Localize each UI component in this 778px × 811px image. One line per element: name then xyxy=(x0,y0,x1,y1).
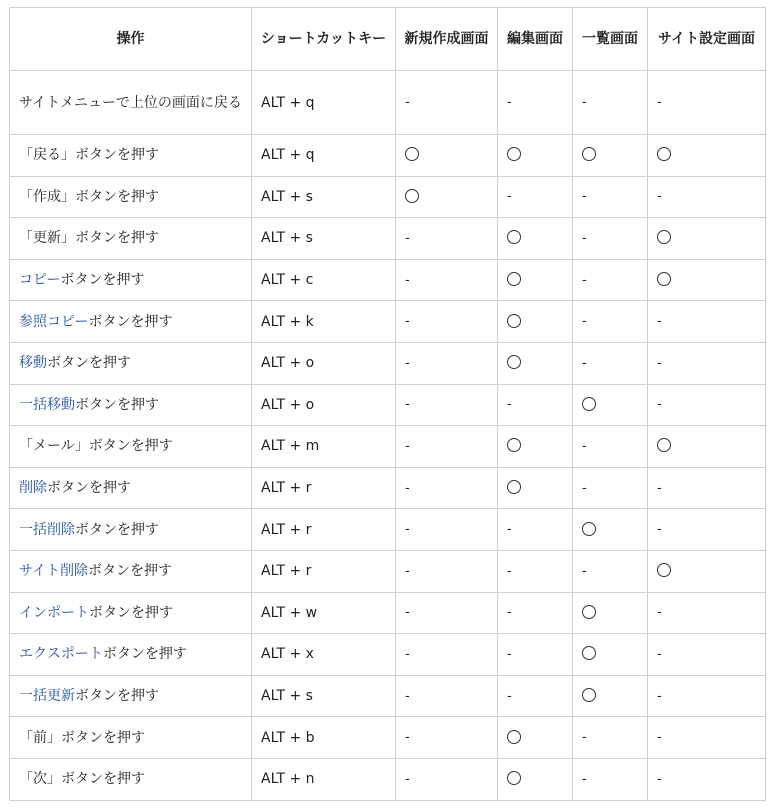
operation-cell xyxy=(10,758,252,800)
shortcut-key-cell: ALT + k xyxy=(252,301,396,343)
header-new-screen: 新規作成画面 xyxy=(396,8,498,71)
not-available-dash: - xyxy=(582,314,587,330)
site-settings-screen-cell xyxy=(648,342,766,384)
operation-text: 「前」ボタンを押す xyxy=(19,729,145,746)
new-screen-cell xyxy=(396,426,498,468)
not-available-dash: - xyxy=(582,272,587,288)
edit-screen-cell xyxy=(498,384,573,426)
not-available-dash: - xyxy=(657,355,662,371)
not-available-dash: - xyxy=(507,563,512,579)
operation-text: ボタンを押す xyxy=(60,272,145,289)
site-settings-screen-cell xyxy=(648,426,766,468)
list-screen-cell xyxy=(573,342,648,384)
operation-text: ボタンを押す xyxy=(47,480,131,497)
shortcut-key-cell: ALT + r xyxy=(252,550,396,592)
shortcut-key-table xyxy=(9,7,766,801)
operation-cell xyxy=(10,301,252,343)
operation-link[interactable]: 参照コピー xyxy=(19,313,89,330)
not-available-dash: - xyxy=(582,355,587,371)
list-screen-cell xyxy=(573,384,648,426)
site-settings-screen-cell xyxy=(648,301,766,343)
shortcut-key-cell: ALT + w xyxy=(252,592,396,634)
shortcut-key-cell: ALT + q xyxy=(252,135,396,177)
not-available-dash: - xyxy=(405,688,410,704)
operation-link[interactable]: コピー xyxy=(19,272,61,289)
edit-screen-cell xyxy=(498,634,573,676)
operation-text: ボタンを押す xyxy=(75,521,159,538)
available-circle-icon xyxy=(507,480,521,494)
site-settings-screen-cell xyxy=(648,218,766,260)
operation-link[interactable]: 一括削除 xyxy=(19,521,75,538)
not-available-dash: - xyxy=(405,563,410,579)
not-available-dash: - xyxy=(582,771,587,787)
not-available-dash: - xyxy=(405,522,410,538)
site-settings-screen-cell xyxy=(648,758,766,800)
operation-text: 「更新」ボタンを押す xyxy=(19,230,159,247)
edit-screen-cell xyxy=(498,301,573,343)
new-screen-cell xyxy=(396,550,498,592)
site-settings-screen-cell xyxy=(648,384,766,426)
available-circle-icon xyxy=(582,147,596,161)
shortcut-key-cell: ALT + m xyxy=(252,426,396,468)
not-available-dash: - xyxy=(657,646,662,662)
shortcut-key-cell: ALT + s xyxy=(252,218,396,260)
edit-screen-cell xyxy=(498,550,573,592)
not-available-dash: - xyxy=(507,95,512,110)
header-edit-screen: 編集画面 xyxy=(498,8,573,71)
table-row xyxy=(10,135,766,177)
new-screen-cell xyxy=(396,675,498,717)
table-body xyxy=(10,71,766,801)
new-screen-cell xyxy=(396,509,498,551)
new-screen-cell xyxy=(396,758,498,800)
available-circle-icon xyxy=(657,272,671,286)
not-available-dash: - xyxy=(657,314,662,330)
not-available-dash: - xyxy=(405,272,410,288)
site-settings-screen-cell xyxy=(648,675,766,717)
operation-link[interactable]: 一括更新 xyxy=(19,688,75,705)
edit-screen-cell xyxy=(498,342,573,384)
not-available-dash: - xyxy=(405,605,410,621)
not-available-dash: - xyxy=(405,230,410,246)
not-available-dash: - xyxy=(507,522,512,538)
shortcut-key-cell: ALT + q xyxy=(252,71,396,135)
site-settings-screen-cell xyxy=(648,176,766,218)
edit-screen-cell xyxy=(498,758,573,800)
shortcut-key-cell: ALT + b xyxy=(252,717,396,759)
operation-text: 「メール」ボタンを押す xyxy=(19,438,173,455)
new-screen-cell xyxy=(396,259,498,301)
edit-screen-cell xyxy=(498,467,573,509)
not-available-dash: - xyxy=(582,730,587,746)
shortcut-key-cell: ALT + o xyxy=(252,384,396,426)
operation-text: ボタンを押す xyxy=(88,563,173,580)
not-available-dash: - xyxy=(405,646,410,662)
operation-text: ボタンを押す xyxy=(89,604,173,621)
operation-text: 「作成」ボタンを押す xyxy=(19,188,159,205)
table-row xyxy=(10,550,766,592)
header-shortcut-key: ショートカットキー xyxy=(252,8,396,71)
available-circle-icon xyxy=(507,230,521,244)
list-screen-cell xyxy=(573,550,648,592)
not-available-dash: - xyxy=(657,480,662,496)
edit-screen-cell xyxy=(498,259,573,301)
operation-text: ボタンを押す xyxy=(88,313,173,330)
operation-cell xyxy=(10,550,252,592)
operation-cell xyxy=(10,176,252,218)
operation-cell xyxy=(10,135,252,177)
table-row xyxy=(10,467,766,509)
not-available-dash: - xyxy=(582,480,587,496)
not-available-dash: - xyxy=(405,771,410,787)
not-available-dash: - xyxy=(657,605,662,621)
not-available-dash: - xyxy=(405,355,410,371)
edit-screen-cell xyxy=(498,592,573,634)
operation-link[interactable]: エクスポート xyxy=(19,646,103,663)
shortcut-key-cell: ALT + r xyxy=(252,509,396,551)
list-screen-cell xyxy=(573,675,648,717)
operation-cell xyxy=(10,71,252,135)
table-row xyxy=(10,509,766,551)
table-row xyxy=(10,71,766,135)
new-screen-cell xyxy=(396,135,498,177)
not-available-dash: - xyxy=(507,189,512,205)
shortcut-key-cell: ALT + x xyxy=(252,634,396,676)
list-screen-cell xyxy=(573,717,648,759)
operation-text: 「次」ボタンを押す xyxy=(19,771,145,788)
list-screen-cell xyxy=(573,301,648,343)
new-screen-cell xyxy=(396,176,498,218)
operation-cell xyxy=(10,426,252,468)
header-list-screen: 一覧画面 xyxy=(573,8,648,71)
edit-screen-cell xyxy=(498,71,573,135)
available-circle-icon xyxy=(507,314,521,328)
list-screen-cell xyxy=(573,634,648,676)
available-circle-icon xyxy=(405,147,419,161)
not-available-dash: - xyxy=(405,397,410,413)
table-row xyxy=(10,301,766,343)
edit-screen-cell xyxy=(498,135,573,177)
operation-text: ボタンを押す xyxy=(47,355,131,372)
not-available-dash: - xyxy=(405,438,410,454)
new-screen-cell xyxy=(396,634,498,676)
not-available-dash: - xyxy=(507,646,512,662)
edit-screen-cell xyxy=(498,218,573,260)
table-row xyxy=(10,426,766,468)
site-settings-screen-cell xyxy=(648,550,766,592)
operation-link[interactable]: 一括移動 xyxy=(19,396,75,413)
table-row xyxy=(10,758,766,800)
site-settings-screen-cell xyxy=(648,509,766,551)
new-screen-cell xyxy=(396,71,498,135)
not-available-dash: - xyxy=(657,771,662,787)
not-available-dash: - xyxy=(657,189,662,205)
available-circle-icon xyxy=(582,522,596,536)
operation-link[interactable]: サイト削除 xyxy=(19,563,89,580)
available-circle-icon xyxy=(507,730,521,744)
site-settings-screen-cell xyxy=(648,259,766,301)
site-settings-screen-cell xyxy=(648,467,766,509)
not-available-dash: - xyxy=(582,563,587,579)
list-screen-cell xyxy=(573,176,648,218)
header-site-settings-screen: サイト設定画面 xyxy=(648,8,766,71)
not-available-dash: - xyxy=(405,480,410,496)
operation-text: ボタンを押す xyxy=(75,396,159,413)
site-settings-screen-cell xyxy=(648,592,766,634)
not-available-dash: - xyxy=(657,730,662,746)
list-screen-cell xyxy=(573,509,648,551)
edit-screen-cell xyxy=(498,176,573,218)
shortcut-key-cell: ALT + r xyxy=(252,467,396,509)
list-screen-cell xyxy=(573,259,648,301)
table-row xyxy=(10,592,766,634)
not-available-dash: - xyxy=(582,438,587,454)
header-operation: 操作 xyxy=(10,8,252,71)
edit-screen-cell xyxy=(498,675,573,717)
operation-link[interactable]: 削除 xyxy=(19,480,47,497)
not-available-dash: - xyxy=(657,397,662,413)
new-screen-cell xyxy=(396,301,498,343)
operation-text: ボタンを押す xyxy=(75,688,159,705)
new-screen-cell xyxy=(396,218,498,260)
operation-text: サイトメニューで上位の画面に戻る xyxy=(19,94,242,111)
new-screen-cell xyxy=(396,467,498,509)
available-circle-icon xyxy=(405,189,419,203)
operation-cell xyxy=(10,467,252,509)
not-available-dash: - xyxy=(405,314,410,330)
list-screen-cell xyxy=(573,71,648,135)
not-available-dash: - xyxy=(582,95,587,110)
shortcut-key-cell: ALT + n xyxy=(252,758,396,800)
operation-cell xyxy=(10,675,252,717)
edit-screen-cell xyxy=(498,717,573,759)
not-available-dash: - xyxy=(405,95,410,110)
list-screen-cell xyxy=(573,467,648,509)
operation-link[interactable]: インポート xyxy=(19,604,89,621)
operation-cell xyxy=(10,634,252,676)
table-row xyxy=(10,259,766,301)
new-screen-cell xyxy=(396,717,498,759)
available-circle-icon xyxy=(657,230,671,244)
table-row xyxy=(10,384,766,426)
not-available-dash: - xyxy=(405,730,410,746)
shortcut-key-cell: ALT + c xyxy=(252,259,396,301)
operation-cell xyxy=(10,384,252,426)
available-circle-icon xyxy=(582,397,596,411)
available-circle-icon xyxy=(582,605,596,619)
operation-link[interactable]: 移動 xyxy=(19,355,47,372)
new-screen-cell xyxy=(396,592,498,634)
new-screen-cell xyxy=(396,342,498,384)
available-circle-icon xyxy=(657,438,671,452)
list-screen-cell xyxy=(573,426,648,468)
table-row xyxy=(10,218,766,260)
new-screen-cell xyxy=(396,384,498,426)
shortcut-key-cell: ALT + s xyxy=(252,176,396,218)
table-row xyxy=(10,342,766,384)
edit-screen-cell xyxy=(498,426,573,468)
not-available-dash: - xyxy=(507,397,512,413)
operation-cell xyxy=(10,509,252,551)
operation-cell xyxy=(10,592,252,634)
site-settings-screen-cell xyxy=(648,634,766,676)
operation-cell xyxy=(10,218,252,260)
operation-cell xyxy=(10,342,252,384)
not-available-dash: - xyxy=(582,230,587,246)
table-row xyxy=(10,176,766,218)
list-screen-cell xyxy=(573,592,648,634)
table-row xyxy=(10,634,766,676)
available-circle-icon xyxy=(507,771,521,785)
list-screen-cell xyxy=(573,135,648,177)
operation-text: ボタンを押す xyxy=(102,646,187,663)
available-circle-icon xyxy=(657,563,671,577)
not-available-dash: - xyxy=(657,95,662,110)
list-screen-cell xyxy=(573,218,648,260)
available-circle-icon xyxy=(507,147,521,161)
not-available-dash: - xyxy=(657,522,662,538)
shortcut-key-cell: ALT + o xyxy=(252,342,396,384)
not-available-dash: - xyxy=(582,189,587,205)
available-circle-icon xyxy=(507,438,521,452)
site-settings-screen-cell xyxy=(648,71,766,135)
shortcut-key-cell: ALT + s xyxy=(252,675,396,717)
available-circle-icon xyxy=(582,646,596,660)
available-circle-icon xyxy=(582,688,596,702)
available-circle-icon xyxy=(507,272,521,286)
operation-text: 「戻る」ボタンを押す xyxy=(19,147,159,164)
operation-cell xyxy=(10,259,252,301)
edit-screen-cell xyxy=(498,509,573,551)
header-row xyxy=(10,8,766,71)
available-circle-icon xyxy=(507,355,521,369)
table-row xyxy=(10,717,766,759)
site-settings-screen-cell xyxy=(648,135,766,177)
not-available-dash: - xyxy=(657,688,662,704)
list-screen-cell xyxy=(573,758,648,800)
not-available-dash: - xyxy=(507,688,512,704)
table-row xyxy=(10,675,766,717)
not-available-dash: - xyxy=(507,605,512,621)
operation-cell xyxy=(10,717,252,759)
available-circle-icon xyxy=(657,147,671,161)
site-settings-screen-cell xyxy=(648,717,766,759)
